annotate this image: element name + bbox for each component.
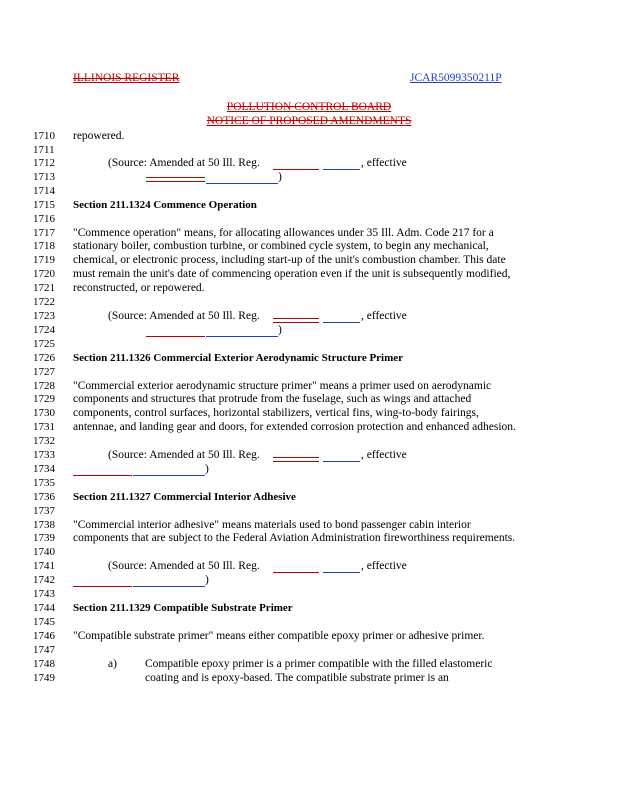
source-effective: , effective xyxy=(361,310,407,322)
source-note: (Source: Amended at 50 Ill. Reg. xyxy=(108,157,260,169)
line-number: 1728 xyxy=(33,380,55,392)
line-number: 1723 xyxy=(33,310,55,322)
list-label-a: a) xyxy=(108,658,117,670)
body-line-1748: Compatible epoxy primer is a primer compatible with the filled elastomeric xyxy=(145,658,493,670)
line-number: 1748 xyxy=(33,658,55,670)
blank-blue xyxy=(133,475,205,476)
body-line-1718: stationary boiler, combustion turbine, or combined cycle system, to begin any mechanical, xyxy=(73,240,489,252)
source-close: ) xyxy=(205,574,209,586)
section-heading-1329: Section 211.1329 Compatible Substrate Primer xyxy=(73,602,293,614)
line-number: 1711 xyxy=(33,144,55,156)
blank-red xyxy=(146,336,205,337)
line-number: 1722 xyxy=(33,296,55,308)
line-number: 1710 xyxy=(33,130,55,142)
line-number: 1740 xyxy=(33,546,55,558)
register-title: ILLINOIS REGISTER xyxy=(73,72,180,84)
line-number: 1718 xyxy=(33,240,55,252)
line-number: 1732 xyxy=(33,435,55,447)
source-note: (Source: Amended at 50 Ill. Reg. xyxy=(108,560,260,572)
blank-red xyxy=(73,586,132,587)
line-number: 1714 xyxy=(33,185,55,197)
line-number: 1716 xyxy=(33,213,55,225)
blank-red xyxy=(73,475,132,476)
blank-red-double xyxy=(273,318,319,323)
line-number: 1739 xyxy=(33,532,55,544)
blank-red xyxy=(273,572,319,573)
line-number: 1737 xyxy=(33,505,55,517)
line-number: 1727 xyxy=(33,366,55,378)
body-line-1731: antennae, and landing gear and doors, for extended corrosion protection and enhanced adhesion. xyxy=(73,421,516,433)
body-line-1721: reconstructed, or repowered. xyxy=(73,282,205,294)
line-number: 1738 xyxy=(33,519,55,531)
line-number: 1721 xyxy=(33,282,55,294)
body-line-1749: coating and is epoxy-based. The compatible substrate primer is an xyxy=(145,672,449,684)
body-line-1719: chemical, or electronic process, including start-up of the unit's combustion chamber. This date xyxy=(73,254,506,266)
line-number: 1741 xyxy=(33,560,55,572)
body-line-1730: components, control surfaces, horizontal stabilizers, vertical fins, wing-to-body fairings, xyxy=(73,407,479,419)
body-line-1729: components and structures that protrude from the fuselage, such as wings and attached xyxy=(73,393,472,405)
section-heading-1327: Section 211.1327 Commercial Interior Adhesive xyxy=(73,491,296,503)
body-line-1717: "Commence operation" means, for allocating allowances under 35 Ill. Adm. Code 217 for a xyxy=(73,227,494,239)
line-number: 1745 xyxy=(33,616,55,628)
line-number: 1742 xyxy=(33,574,55,586)
blank-blue xyxy=(323,169,360,170)
line-number: 1729 xyxy=(33,393,55,405)
line-number: 1719 xyxy=(33,254,55,266)
line-number: 1747 xyxy=(33,644,55,656)
line-number: 1717 xyxy=(33,227,55,239)
body-line-1746: "Compatible substrate primer" means either compatible epoxy primer or adhesive primer. xyxy=(73,630,485,642)
line-number: 1735 xyxy=(33,477,55,489)
body-line-1738: "Commercial interior adhesive" means materials used to bond passenger cabin interior xyxy=(73,519,471,531)
blank-blue xyxy=(206,336,278,337)
blank-blue xyxy=(323,572,360,573)
body-line-1739: components that are subject to the Federal Aviation Administration fireworthiness requirements. xyxy=(73,532,516,544)
source-effective: , effective xyxy=(361,560,407,572)
line-number: 1734 xyxy=(33,463,55,475)
line-number: 1720 xyxy=(33,268,55,280)
section-heading-1326: Section 211.1326 Commercial Exterior Aerodynamic Structure Primer xyxy=(73,352,404,364)
source-note: (Source: Amended at 50 Ill. Reg. xyxy=(108,449,260,461)
line-number: 1725 xyxy=(33,338,55,350)
agency-title: POLLUTION CONTROL BOARD xyxy=(226,101,392,113)
blank-blue xyxy=(206,183,278,184)
source-effective: , effective xyxy=(361,449,407,461)
section-heading-1324: Section 211.1324 Commence Operation xyxy=(73,199,257,211)
blank-blue xyxy=(323,461,360,462)
source-close: ) xyxy=(278,171,282,183)
blank-red xyxy=(273,169,319,170)
notice-title: NOTICE OF PROPOSED AMENDMENTS xyxy=(206,115,412,127)
line-number: 1712 xyxy=(33,157,55,169)
line-number: 1715 xyxy=(33,199,55,211)
line-number: 1726 xyxy=(33,352,55,364)
line-number: 1743 xyxy=(33,588,55,600)
line-number: 1736 xyxy=(33,491,55,503)
source-close: ) xyxy=(205,463,209,475)
blank-red-double xyxy=(273,457,319,462)
body-line-1710: repowered. xyxy=(73,130,125,142)
line-number: 1733 xyxy=(33,449,55,461)
source-close: ) xyxy=(278,324,282,336)
source-effective: , effective xyxy=(361,157,407,169)
line-number: 1724 xyxy=(33,324,55,336)
line-number: 1731 xyxy=(33,421,55,433)
line-number: 1713 xyxy=(33,171,55,183)
body-line-1720: must remain the unit's date of commencing operation even if the unit is subsequently modified, xyxy=(73,268,511,280)
line-number: 1744 xyxy=(33,602,55,614)
blank-blue xyxy=(133,586,205,587)
line-number: 1749 xyxy=(33,672,55,684)
jcar-code: JCAR5099350211P xyxy=(410,72,502,84)
line-number: 1730 xyxy=(33,407,55,419)
source-note: (Source: Amended at 50 Ill. Reg. xyxy=(108,310,260,322)
blank-blue xyxy=(323,322,360,323)
line-number: 1746 xyxy=(33,630,55,642)
body-line-1728: "Commercial exterior aerodynamic structure primer" means a primer used on aerodynamic xyxy=(73,380,492,392)
blank-red-double xyxy=(146,177,205,182)
